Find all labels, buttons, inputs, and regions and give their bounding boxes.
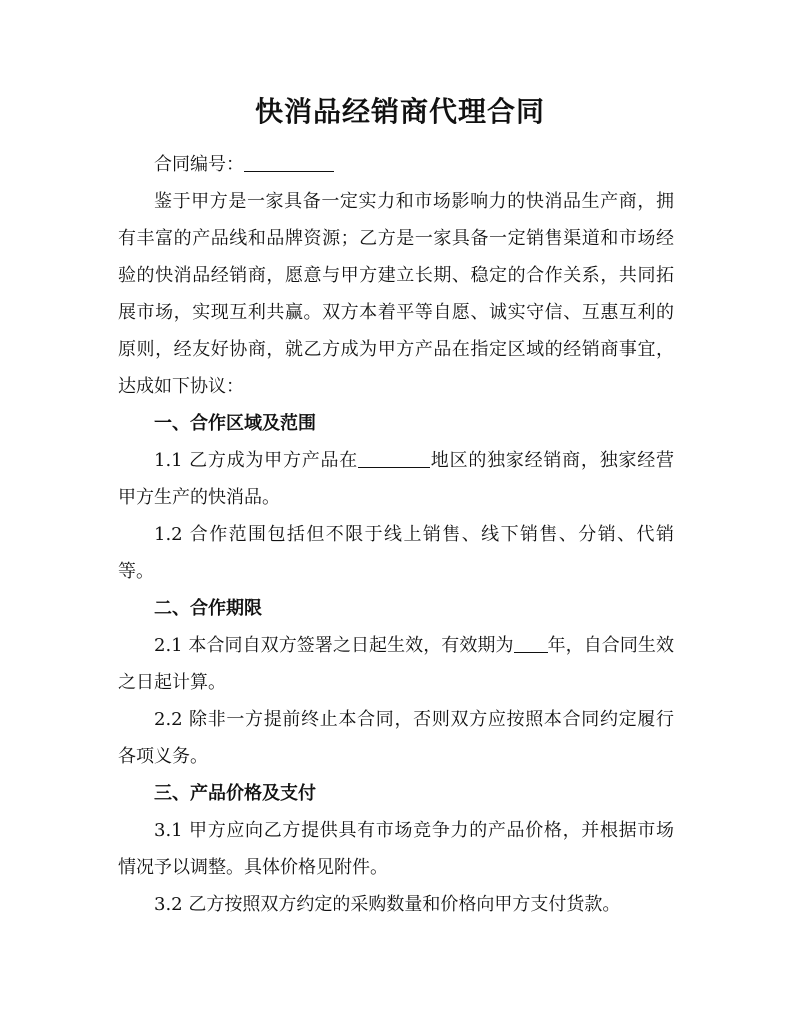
clause-2-1 — [118, 627, 674, 701]
clause-3-1: 3.1 甲方应向乙方提供具有市场竞争力的产品价格，并根据市场情况予以调整。具体价格见附件。 — [118, 820, 674, 878]
clause-1-1 — [118, 442, 674, 516]
document-body — [118, 146, 674, 923]
clause-2-1-text-before: 2.1 本合同自双方签署之日起生效，有效期为 — [154, 635, 514, 656]
section-heading-price-payment: 三、产品价格及支付 — [154, 783, 316, 804]
preamble-paragraph: 鉴于甲方是一家具备一定实力和市场影响力的快消品生产商，拥有丰富的产品线和品牌资源；乙方是一家具备一定销售渠道和市场经验的快消品经销商，愿意与甲方建立长期、稳定的合作关系，共同拓展市场，实现互利共赢。双方本着平等自愿、诚实守信、互惠互利的原则，经友好协商，就乙方成为甲方产品在指定区域的经销商事宜，达成如下协议： — [118, 191, 674, 397]
document-title: 快消品经销商代理合同 — [254, 95, 545, 128]
years-blank — [514, 632, 548, 653]
clause-1-2: 1.2 合作范围包括但不限于线上销售、线下销售、分销、代销等。 — [118, 524, 674, 582]
clause-2-1-text-after: 年，自合同生效之日起计算。 — [118, 635, 674, 693]
section-heading-cooperation-term: 二、合作期限 — [154, 598, 262, 619]
section-heading-cooperation-area: 一、合作区域及范围 — [154, 413, 316, 434]
clause-2-2: 2.2 除非一方提前终止本合同，否则双方应按照本合同约定履行各项义务。 — [118, 709, 674, 767]
clause-1-1-text-before: 1.1 乙方成为甲方产品在 — [154, 450, 359, 471]
contract-number-line — [118, 146, 674, 183]
clause-3-2: 3.2 乙方按照双方约定的采购数量和价格向甲方支付货款。 — [154, 894, 621, 915]
contract-number-label: 合同编号： — [154, 154, 244, 175]
clause-1-1-text-after: 地区的独家经销商，独家经营甲方生产的快消品。 — [118, 450, 675, 508]
region-blank — [358, 447, 430, 468]
contract-number-blank — [244, 151, 334, 172]
